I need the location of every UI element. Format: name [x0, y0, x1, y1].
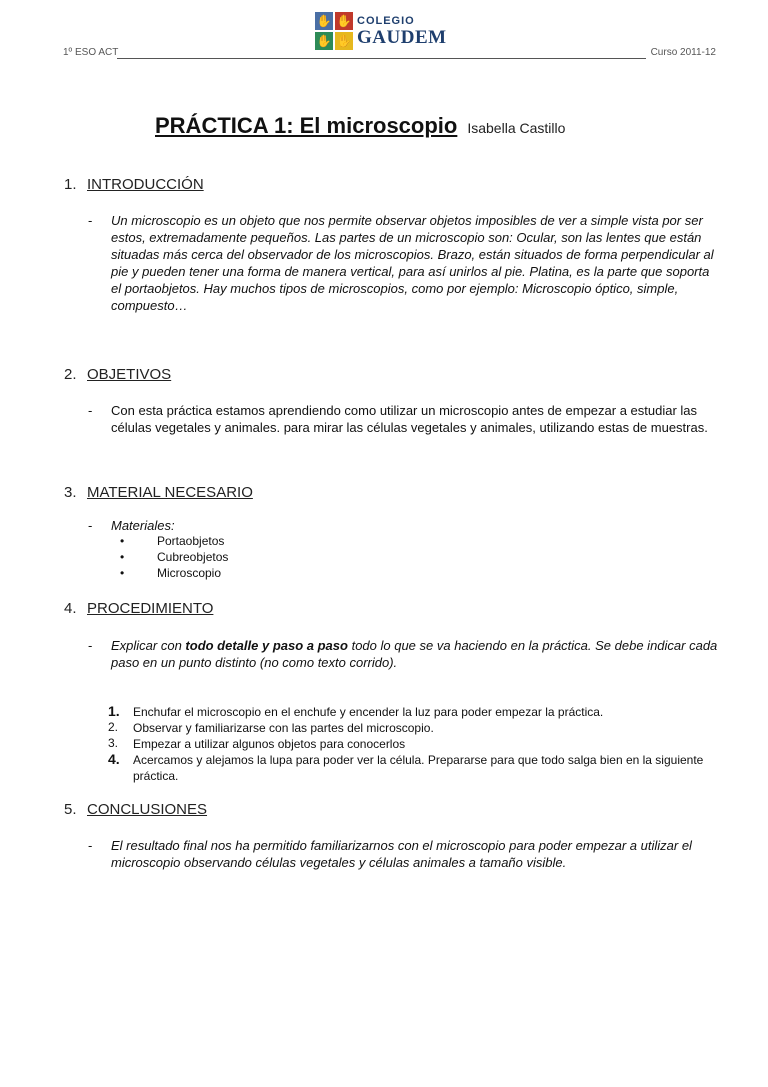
bullet-dot: • [120, 566, 125, 580]
dash-bullet: - [88, 213, 93, 228]
step-number: 3. [108, 736, 119, 750]
logo-text-top: COLEGIO [357, 15, 415, 27]
step-text: Empezar a utilizar algunos objetos para conocerlos [133, 737, 406, 751]
section-heading-objetivos: 2. OBJETIVOS [64, 366, 172, 383]
bullet-dot: • [120, 534, 125, 548]
step-number: 2. [108, 720, 119, 734]
dash-bullet: - [88, 838, 93, 853]
header-course-label: 1º ESO ACT [63, 47, 119, 58]
logo-text-bottom: GAUDEM [357, 27, 447, 48]
school-logo [315, 12, 450, 52]
material-item: Microscopio [157, 566, 222, 580]
section-heading-procedimiento: 4. PROCEDIMIENTO [64, 600, 214, 617]
conclusions-paragraph: El resultado final nos ha permitido familiarizarnos con el microscopio para poder empezar a utilizar el microscopio observando células vegetales y células animales a tamaño visible. [111, 838, 692, 870]
material-item: Cubreobjetos [157, 550, 229, 564]
header-year-label: Curso 2011-12 [650, 47, 716, 58]
title-row [155, 113, 565, 139]
dash-bullet: - [88, 403, 93, 418]
page-title: PRÁCTICA 1: El microscopio [155, 113, 458, 138]
header-rule [117, 58, 646, 59]
procedure-instructions: Explicar con todo detalle y paso a paso todo lo que se va haciendo en la práctica. Se debe indicar cada paso en un punto distinto (no como texto corrido). [111, 638, 718, 670]
materials-label: Materiales: [111, 518, 175, 533]
material-item: Portaobjetos [157, 534, 225, 548]
author-name: Isabella Castillo [467, 120, 566, 136]
dash-bullet: - [88, 638, 93, 653]
section-heading-introduccion: 1. INTRODUCCIÓN [64, 176, 204, 193]
intro-paragraph: Un microscopio es un objeto que nos permite observar objetos imposibles de ver a simple vista por ser estos, extremadamente pequeños. Las partes de un microscopio son: Ocular, son las lentes que están situadas más cerca del observador de los microscopios. Brazo, están situados de forma perpendicular al pie y pueden tener una forma de manera vertical, para así unirlos al pie. Platina, es la parte que soporta el portaobjetos. Hay muchos tipos de microscopios, como por ejemplo: Microscopio óptico, simple, compuesto… [111, 213, 714, 313]
step-number: 4. [108, 751, 120, 767]
step-text: Acercamos y alejamos la lupa para poder ver la célula. Prepararse para que todo salga bien en la siguiente práctica. [133, 753, 704, 783]
step-text: Enchufar el microscopio en el enchufe y encender la luz para poder empezar la práctica. [133, 705, 604, 719]
step-text: Observar y familiarizarse con las partes del microscopio. [133, 721, 434, 735]
section-heading-conclusiones: 5. CONCLUSIONES [64, 801, 208, 818]
dash-bullet: - [88, 518, 93, 533]
objectives-paragraph: Con esta práctica estamos aprendiendo como utilizar un microscopio antes de empezar a estudiar las células vegetales y animales. para mirar las células vegetales y animales, utilizando estas de muestras. [111, 403, 708, 435]
logo-hands-icon: ✋ ✋ ✋ ✋ [316, 14, 352, 48]
bullet-dot: • [120, 550, 125, 564]
section-heading-material: 3. MATERIAL NECESARIO [64, 484, 253, 501]
step-number: 1. [108, 703, 120, 719]
